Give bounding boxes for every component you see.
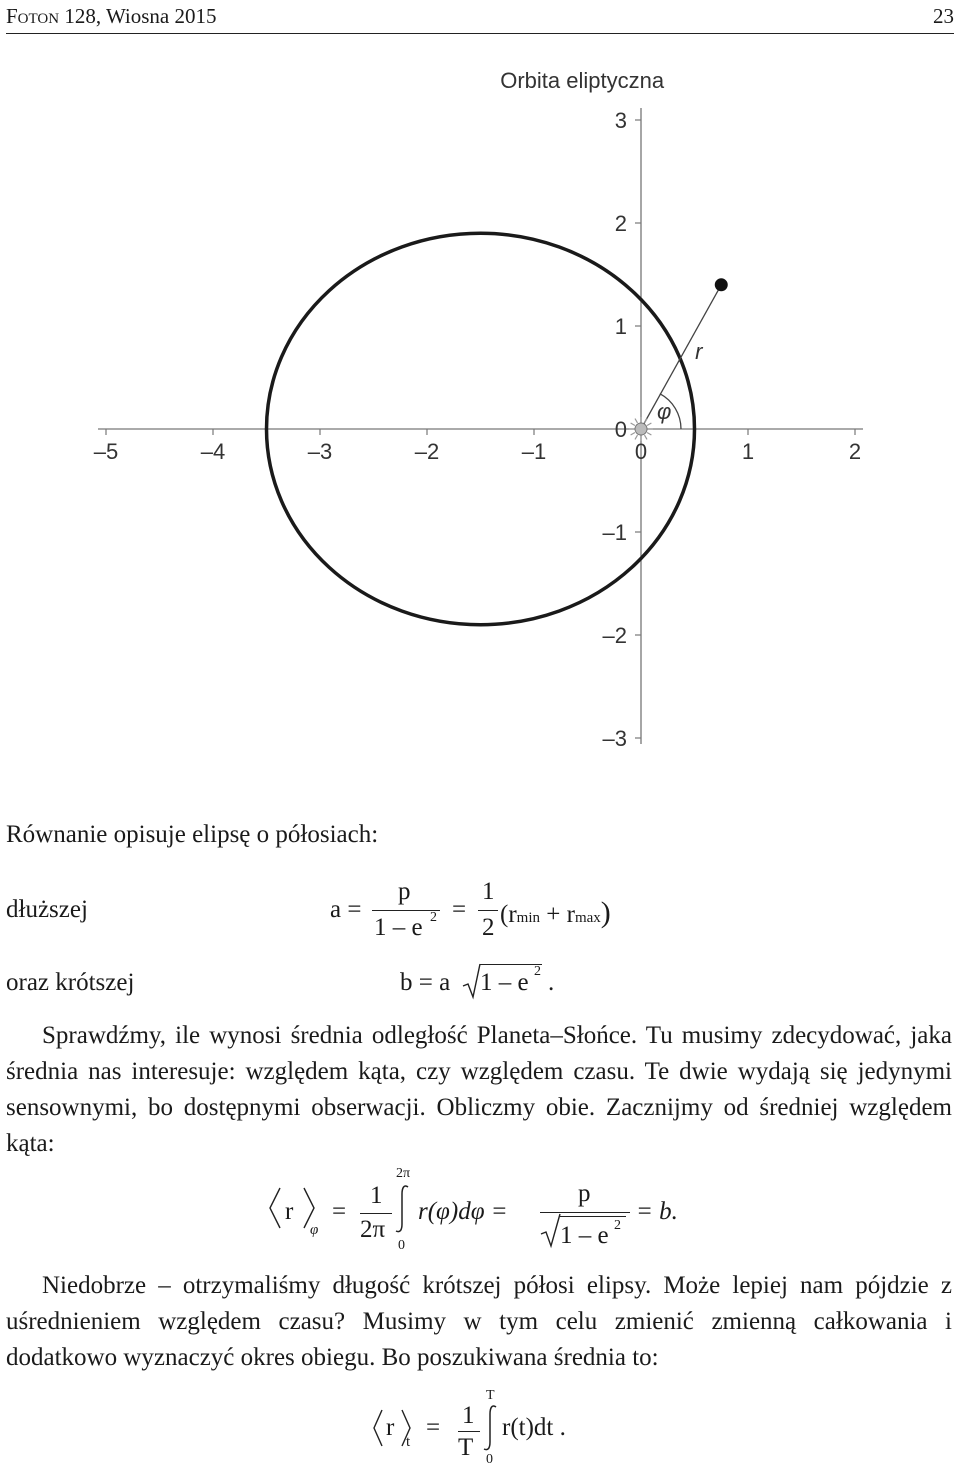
integrand-r-t: r(t)dt .	[502, 1414, 566, 1441]
journal-name: Foton	[6, 4, 60, 28]
fraction-bar-5	[458, 1431, 480, 1432]
sun-icon	[635, 423, 647, 435]
half-denominator: 2	[482, 914, 495, 941]
one-over-T-num: 1	[462, 1402, 475, 1429]
x-tick-label: –4	[200, 439, 226, 464]
sun-ray	[647, 433, 651, 436]
issue-info: 128, Wiosna 2015	[64, 4, 217, 28]
sun-ray	[631, 433, 635, 436]
equals-sign: =	[452, 896, 467, 923]
y-tick-label: –1	[602, 520, 627, 545]
integral-upper-T: T	[486, 1388, 495, 1403]
sun-ray	[631, 423, 635, 426]
avg-r-2: r	[386, 1414, 395, 1441]
sqrt-bar-2	[560, 1216, 626, 1217]
journal-issue	[6, 4, 217, 29]
b-equals-a: b = a	[400, 969, 451, 996]
sun-ray	[635, 419, 638, 423]
integral-sign-1	[394, 1184, 414, 1234]
minor-axis-label: oraz krótszej	[6, 969, 135, 996]
y-tick-label: 1	[614, 314, 627, 339]
one-over-2pi-num: 1	[370, 1182, 383, 1209]
integral-lower-0b: 0	[486, 1452, 493, 1467]
radius-line	[641, 285, 721, 429]
sqrt-bar-1	[480, 964, 542, 965]
x-tick-label: 0	[634, 439, 648, 464]
fraction-bar-3	[360, 1213, 392, 1214]
r-open: (r	[500, 901, 517, 928]
max-sub: max	[574, 910, 601, 926]
equals-2: =	[332, 1198, 347, 1225]
phi-subscript: φ	[310, 1222, 319, 1238]
r-min-r-max-sum	[500, 896, 611, 930]
paragraph-1-text: Sprawdźmy, ile wynosi średnia odległość Planeta–Słońce. Tu musimy zdecydować, jaka średnia nas interesuje: względem kąta, czy względem czasu. Te dwie wydają się jedynymi sensownymi, bo dostępnymi obserwacji. Obliczmy obie. Zacznijmy od średniej względem kąta:	[6, 1022, 952, 1157]
half-numerator: 1	[482, 878, 495, 905]
orbit-chart	[0, 40, 960, 780]
x-tick-label: 2	[848, 439, 862, 464]
page-number: 23	[933, 4, 954, 28]
x-tick-label: 1	[741, 439, 755, 464]
paragraph-2	[6, 1268, 952, 1376]
frac-1-minus-e: 1 – e	[374, 914, 423, 941]
angle-label: φ	[657, 399, 672, 424]
exponent-2b: 2	[534, 964, 541, 979]
period-1: .	[548, 969, 555, 996]
angle-bracket-2	[372, 1408, 432, 1456]
a-equals: a =	[330, 896, 362, 923]
sqrt-content-2: 1 – e	[560, 1222, 609, 1249]
integral-lower-0: 0	[398, 1238, 405, 1253]
running-header	[0, 0, 960, 34]
t-subscript: t	[406, 1434, 411, 1450]
x-tick-label: –1	[521, 439, 547, 464]
integral-sign-2	[482, 1404, 502, 1452]
sqrt-sign-2	[540, 1212, 562, 1252]
chart-title: Orbita eliptyczna	[500, 68, 665, 93]
plus-r: + r	[540, 901, 575, 928]
header-rule	[6, 33, 954, 34]
major-axis-label: dłuższej	[6, 896, 88, 923]
x-tick-label: –5	[93, 439, 119, 464]
intro-text: Równanie opisuje elipsę o półosiach:	[6, 821, 379, 848]
y-tick-label: 0	[614, 417, 627, 442]
integral-upper-2pi: 2π	[396, 1166, 411, 1181]
radius-label: r	[695, 338, 703, 364]
y-tick-label: –2	[602, 623, 627, 648]
paragraph-1	[6, 1018, 952, 1162]
angle-bracket-open-1	[268, 1184, 328, 1240]
min-sub: min	[516, 910, 540, 926]
y-tick-label: –3	[602, 726, 627, 751]
paragraph-2-text: Niedobrze – otrzymaliśmy długość krótszej półosi elipsy. Może lepiej nam pójdzie z uśrednieniem względem czasu? Musimy w tym celu zmienić zmienną całkowania i dodatkowo wyznaczyć okres obiegu. Bo poszukiwana średnia to:	[6, 1272, 952, 1371]
exponent-2: 2	[430, 910, 437, 925]
frac-p: p	[398, 878, 411, 905]
y-tick-label: 3	[614, 108, 627, 133]
integrand-r-phi: r(φ)dφ =	[418, 1198, 508, 1225]
equals-b: = b.	[636, 1198, 678, 1225]
y-tick-label: 2	[614, 211, 627, 236]
one-over-2pi-den: 2π	[360, 1216, 386, 1243]
planet-icon	[715, 278, 728, 291]
frac-p-2: p	[578, 1180, 591, 1207]
equals-3: =	[426, 1414, 441, 1441]
one-over-T-den: T	[458, 1434, 474, 1461]
sqrt-content-1: 1 – e	[480, 969, 529, 996]
sqrt-sign-1	[462, 962, 482, 1000]
fraction-bar-2	[478, 910, 498, 911]
x-tick-label: –3	[307, 439, 333, 464]
exponent-2c: 2	[614, 1218, 621, 1233]
close-paren: )	[600, 896, 611, 929]
avg-r-1: r	[285, 1198, 294, 1225]
x-tick-label: –2	[414, 439, 440, 464]
sun-ray	[647, 423, 651, 426]
